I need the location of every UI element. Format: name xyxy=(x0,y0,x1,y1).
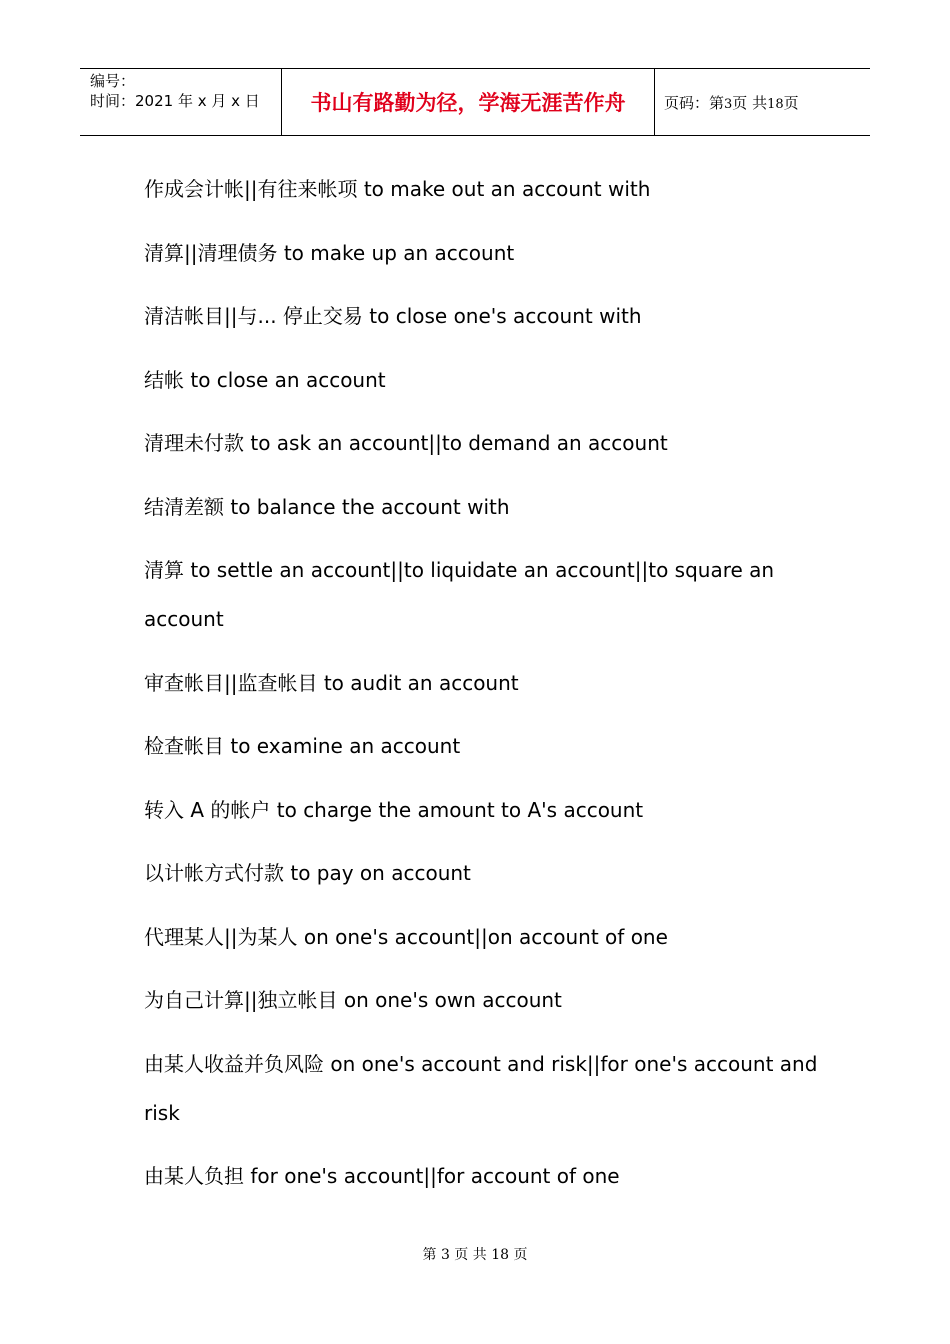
glossary-entry: 为自己计算||独立帐目 on one's own account xyxy=(144,988,562,1012)
document-header xyxy=(80,68,870,136)
glossary-entry: 由某人收益并负风险 on one's account and risk||for one's account and risk xyxy=(144,1051,818,1125)
glossary-entry: 结清差额 to balance the account with xyxy=(144,494,510,519)
page-footer: 第 3 页 共 18 页 xyxy=(422,1247,528,1263)
glossary-entry: 清算||清理债务 to make up an account xyxy=(144,240,515,265)
number-label: 编号： xyxy=(90,72,136,90)
glossary-list xyxy=(144,165,824,1216)
glossary-entry: 清算 to settle an account||to liquidate an account||to square an account xyxy=(144,558,775,631)
page-mid: 页 共 xyxy=(732,94,768,112)
page-current: 3 xyxy=(724,97,733,112)
glossary-entry: 代理某人||为某人 on one's account||on account of one xyxy=(144,924,668,949)
glossary-entry: 转入 A 的帐户 to charge the amount to A's account xyxy=(144,797,644,822)
glossary-entry: 由某人负担 for one's account||for account of one xyxy=(144,1164,620,1188)
header-motto: 书山有路勤为径，学海无涯苦作舟 xyxy=(310,90,626,115)
header-divider xyxy=(654,69,655,136)
header-meta xyxy=(90,71,280,111)
glossary-entry: 检查帐目 to examine an account xyxy=(144,734,461,758)
glossary-entry: 结帐 to close an account xyxy=(144,367,386,392)
date-label: 时间：2021 年 x 月 x 日 xyxy=(90,92,260,110)
glossary-entry: 清洁帐目||与... 停止交易 to close one's account with xyxy=(144,304,642,328)
glossary-entry: 以计帐方式付款 to pay on account xyxy=(144,861,471,885)
glossary-entry: 清理未付款 to ask an account||to demand an account xyxy=(144,431,668,455)
header-page-number xyxy=(664,93,799,115)
glossary-entry: 作成会计帐||有往来帐项 to make out an account with xyxy=(144,177,651,201)
page-suffix: 页 xyxy=(783,94,799,112)
page-prefix: 页码：第 xyxy=(664,94,725,112)
page-total: 18 xyxy=(767,97,784,112)
glossary-entry: 审查帐目||监查帐目 to audit an account xyxy=(144,670,519,695)
